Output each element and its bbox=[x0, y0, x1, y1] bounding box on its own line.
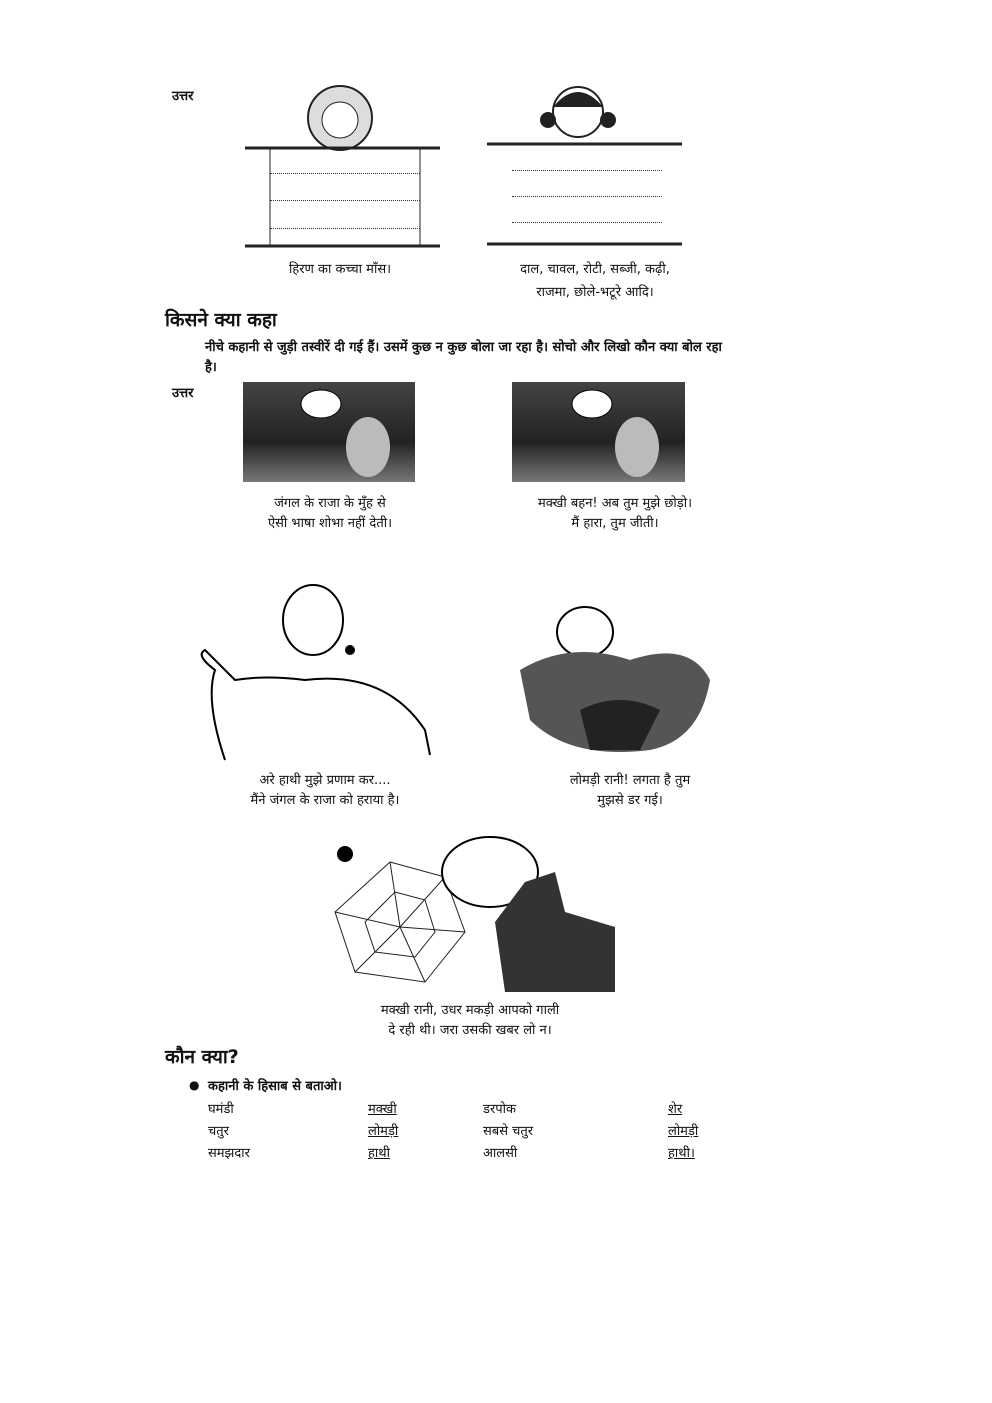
trait-answer: हाथी bbox=[368, 1146, 390, 1161]
caption-3-line2: मैंने जंगल के राजा को हराया है। bbox=[250, 793, 400, 808]
section-heading-who-said: किसने क्या कहा bbox=[165, 309, 277, 331]
instruction-line1: नीचे कहानी से जुड़ी तस्वीरें दी गई हैं। उसमें कुछ न कुछ बोला जा रहा है। सोचो और लिखो कौन क्या बोल रहा bbox=[205, 340, 722, 355]
caption-5-line2: दे रही थी। जरा उसकी खबर लो न। bbox=[388, 1023, 552, 1038]
girl-food-caption-line1: दाल, चावल, रोटी, सब्जी, कढ़ी, bbox=[520, 262, 670, 277]
who-what-instruction: कहानी के हिसाब से बताओ। bbox=[208, 1079, 342, 1094]
lion-fly-picture-2 bbox=[512, 382, 685, 482]
fox-fly-picture bbox=[510, 600, 715, 760]
caption-1-line1: जंगल के राजा के मुँह से bbox=[274, 496, 386, 511]
trait-answer: हाथी। bbox=[668, 1146, 695, 1161]
section-heading-who-what: कौन क्या? bbox=[165, 1046, 239, 1068]
caption-2-line1: मक्खी बहन! अब तुम मुझे छोड़ो। bbox=[537, 496, 693, 511]
bullet-icon: ● bbox=[189, 1078, 200, 1092]
trait-label: घमंडी bbox=[208, 1102, 234, 1117]
lion-board-illustration bbox=[240, 78, 445, 253]
trait-label: डरपोक bbox=[483, 1102, 517, 1117]
trait-label: सबसे चतुर bbox=[483, 1124, 534, 1139]
trait-label: आलसी bbox=[483, 1146, 518, 1161]
answer-label: उत्तर bbox=[172, 89, 194, 104]
caption-2-line2: मैं हारा, तुम जीती। bbox=[571, 516, 659, 531]
girl-board-illustration bbox=[482, 82, 690, 254]
trait-answer: शेर bbox=[668, 1102, 683, 1117]
spider-web-fox-picture bbox=[325, 832, 615, 992]
lion-food-caption: हिरण का कच्चा माँस। bbox=[288, 262, 392, 277]
lion-fly-picture-1 bbox=[243, 382, 415, 482]
trait-answer: मक्खी bbox=[368, 1102, 397, 1117]
caption-4-line2: मुझसे डर गई। bbox=[597, 793, 663, 808]
caption-4-line1: लोमड़ी रानी! लगता है तुम bbox=[569, 773, 691, 788]
girl-food-caption-line2: राजमा, छोले-भटूरे आदि। bbox=[536, 285, 654, 300]
trait-answer: लोमड़ी bbox=[668, 1124, 699, 1139]
caption-5-line1: मक्खी रानी, उधर मकड़ी आपको गाली bbox=[380, 1003, 560, 1018]
instruction-line2: है। bbox=[205, 360, 217, 375]
caption-1-line2: ऐसी भाषा शोभा नहीं देती। bbox=[267, 516, 393, 531]
answer-label-2: उत्तर bbox=[172, 386, 194, 401]
caption-3-line1: अरे हाथी मुझे प्रणाम कर.... bbox=[259, 773, 391, 788]
elephant-fly-picture bbox=[185, 580, 440, 765]
trait-label: समझदार bbox=[208, 1146, 250, 1161]
trait-label: चतुर bbox=[208, 1124, 229, 1139]
trait-answer: लोमड़ी bbox=[368, 1124, 399, 1139]
